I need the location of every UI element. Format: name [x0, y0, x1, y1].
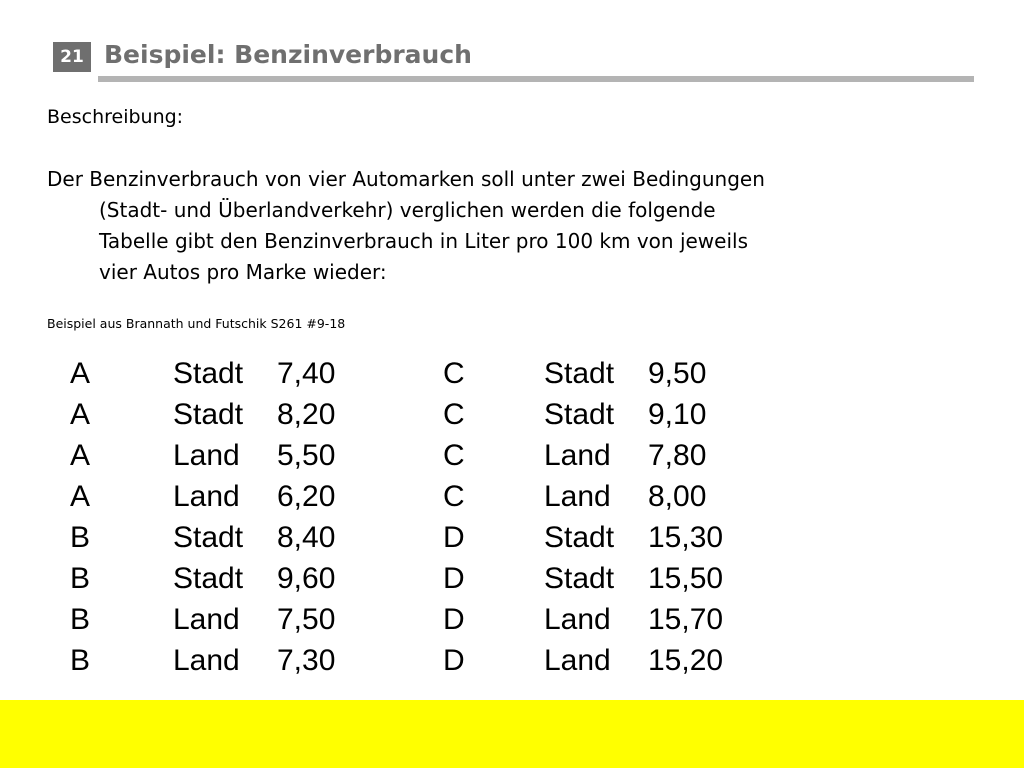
value-cell: 7,30	[277, 644, 336, 677]
brand-cell: D	[443, 603, 465, 636]
condition-cell: Land	[173, 439, 240, 472]
value-cell: 9,10	[648, 398, 707, 431]
description-paragraph	[47, 164, 977, 288]
description-line: Tabelle gibt den Benzinverbrauch in Liter pro 100 km von jeweils	[99, 229, 748, 253]
slide-title: Beispiel: Benzinverbrauch	[104, 40, 472, 69]
condition-cell: Land	[173, 603, 240, 636]
condition-cell: Stadt	[173, 521, 244, 554]
brand-cell: C	[443, 439, 465, 472]
value-cell: 9,50	[648, 357, 707, 390]
brand-cell: C	[443, 480, 465, 513]
source-citation: Beispiel aus Brannath und Futschik S261 #9-18	[47, 316, 346, 331]
value-cell: 15,50	[648, 562, 724, 595]
brand-cell: B	[70, 644, 91, 677]
brand-cell: D	[443, 562, 465, 595]
brand-cell: D	[443, 644, 465, 677]
value-cell: 8,00	[648, 480, 707, 513]
condition-cell: Stadt	[173, 357, 244, 390]
value-cell: 15,70	[648, 603, 724, 636]
value-cell: 7,40	[277, 357, 336, 390]
table-row	[70, 558, 758, 599]
condition-cell: Land	[173, 644, 240, 677]
condition-cell: Stadt	[544, 562, 615, 595]
condition-cell: Stadt	[173, 398, 244, 431]
footer-bar	[0, 700, 1024, 768]
brand-cell: B	[70, 603, 91, 636]
condition-cell: Land	[544, 480, 611, 513]
table-row	[70, 353, 758, 394]
table-row	[70, 394, 758, 435]
condition-cell: Land	[544, 644, 611, 677]
condition-cell: Stadt	[544, 398, 615, 431]
brand-cell: D	[443, 521, 465, 554]
table-row	[70, 640, 758, 681]
slide-number-badge: 21	[53, 42, 91, 72]
value-cell: 15,20	[648, 644, 724, 677]
condition-cell: Land	[544, 603, 611, 636]
condition-cell: Stadt	[544, 357, 615, 390]
description-line: vier Autos pro Marke wieder:	[99, 260, 387, 284]
brand-cell: B	[70, 562, 91, 595]
value-cell: 7,50	[277, 603, 336, 636]
brand-cell: A	[70, 480, 91, 513]
title-underline	[98, 76, 974, 82]
value-cell: 9,60	[277, 562, 336, 595]
condition-cell: Stadt	[544, 521, 615, 554]
value-cell: 6,20	[277, 480, 336, 513]
table-body	[70, 353, 758, 681]
brand-cell: A	[70, 357, 91, 390]
value-cell: 8,20	[277, 398, 336, 431]
brand-cell: A	[70, 398, 91, 431]
value-cell: 8,40	[277, 521, 336, 554]
table-row	[70, 517, 758, 558]
table-row	[70, 435, 758, 476]
brand-cell: A	[70, 439, 91, 472]
condition-cell: Land	[173, 480, 240, 513]
fuel-consumption-table	[70, 353, 758, 681]
brand-cell: B	[70, 521, 91, 554]
brand-cell: C	[443, 357, 465, 390]
condition-cell: Stadt	[173, 562, 244, 595]
value-cell: 15,30	[648, 521, 724, 554]
section-label: Beschreibung:	[47, 106, 184, 128]
description-line: (Stadt- und Überlandverkehr) verglichen werden die folgende	[99, 198, 716, 222]
brand-cell: C	[443, 398, 465, 431]
table-row	[70, 599, 758, 640]
condition-cell: Land	[544, 439, 611, 472]
value-cell: 7,80	[648, 439, 707, 472]
table-row	[70, 476, 758, 517]
description-line: Der Benzinverbrauch von vier Automarken soll unter zwei Bedingungen	[47, 167, 765, 191]
value-cell: 5,50	[277, 439, 336, 472]
